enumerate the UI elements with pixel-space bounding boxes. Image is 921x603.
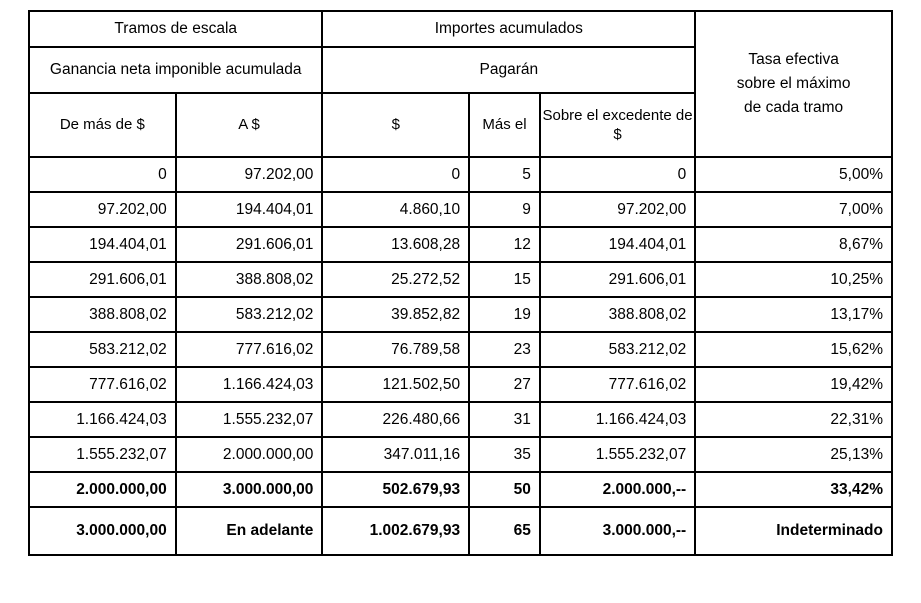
cell-effective-rate: 10,25% [695, 262, 892, 297]
cell-fixed-amount: 76.789,58 [322, 332, 469, 367]
table-header [29, 11, 892, 157]
table-row [29, 157, 892, 192]
header-will-pay: Pagarán [322, 47, 695, 93]
cell-plus-rate: 65 [469, 507, 540, 555]
cell-to: 388.808,02 [176, 262, 323, 297]
cell-to: 3.000.000,00 [176, 472, 323, 507]
cell-plus-rate: 12 [469, 227, 540, 262]
cell-from: 194.404,01 [29, 227, 176, 262]
header-effective-rate-line-1: Tasa efectiva [748, 50, 839, 68]
header-net-taxable-gain: Ganancia neta imponible acumulada [29, 47, 322, 93]
table-row [29, 227, 892, 262]
cell-fixed-amount: 502.679,93 [322, 472, 469, 507]
cell-to: 1.166.424,03 [176, 367, 323, 402]
cell-excess-over: 777.616,02 [540, 367, 695, 402]
cell-to: 2.000.000,00 [176, 437, 323, 472]
cell-plus-rate: 9 [469, 192, 540, 227]
cell-from: 97.202,00 [29, 192, 176, 227]
cell-plus-rate: 5 [469, 157, 540, 192]
table-row [29, 472, 892, 507]
cell-fixed-amount: 39.852,82 [322, 297, 469, 332]
cell-from: 3.000.000,00 [29, 507, 176, 555]
cell-plus-rate: 23 [469, 332, 540, 367]
cell-excess-over: 583.212,02 [540, 332, 695, 367]
cell-to: 1.555.232,07 [176, 402, 323, 437]
cell-fixed-amount: 25.272,52 [322, 262, 469, 297]
table-row [29, 262, 892, 297]
table-row [29, 437, 892, 472]
cell-plus-rate: 19 [469, 297, 540, 332]
header-effective-rate-line-3: de cada tramo [744, 99, 844, 116]
table-row [29, 332, 892, 367]
cell-fixed-amount: 226.480,66 [322, 402, 469, 437]
cell-effective-rate: 22,31% [695, 402, 892, 437]
cell-excess-over: 291.606,01 [540, 262, 695, 297]
cell-plus-rate: 15 [469, 262, 540, 297]
header-group-scale: Tramos de escala [29, 11, 322, 47]
table-row [29, 297, 892, 332]
cell-to: 583.212,02 [176, 297, 323, 332]
cell-fixed-amount: 347.011,16 [322, 437, 469, 472]
cell-plus-rate: 50 [469, 472, 540, 507]
cell-fixed-amount: 1.002.679,93 [322, 507, 469, 555]
cell-excess-over: 194.404,01 [540, 227, 695, 262]
cell-plus-rate: 35 [469, 437, 540, 472]
cell-from: 777.616,02 [29, 367, 176, 402]
table-row [29, 367, 892, 402]
cell-from: 2.000.000,00 [29, 472, 176, 507]
cell-from: 388.808,02 [29, 297, 176, 332]
cell-fixed-amount: 13.608,28 [322, 227, 469, 262]
cell-effective-rate: 7,00% [695, 192, 892, 227]
cell-plus-rate: 27 [469, 367, 540, 402]
cell-excess-over: 97.202,00 [540, 192, 695, 227]
cell-to: 194.404,01 [176, 192, 323, 227]
cell-excess-over: 0 [540, 157, 695, 192]
header-col-excess-over: Sobre el excedente de $ [540, 93, 695, 157]
cell-effective-rate: 33,42% [695, 472, 892, 507]
cell-from: 1.555.232,07 [29, 437, 176, 472]
header-col-plus-rate: Más el [469, 93, 540, 157]
cell-from: 291.606,01 [29, 262, 176, 297]
table-row [29, 402, 892, 437]
cell-effective-rate: 15,62% [695, 332, 892, 367]
cell-from: 0 [29, 157, 176, 192]
header-effective-rate [695, 11, 892, 157]
cell-to: 97.202,00 [176, 157, 323, 192]
table-row [29, 507, 892, 555]
cell-excess-over: 3.000.000,-- [540, 507, 695, 555]
cell-effective-rate: 19,42% [695, 367, 892, 402]
cell-from: 1.166.424,03 [29, 402, 176, 437]
header-col-fixed-amount: $ [322, 93, 469, 157]
cell-to: 777.616,02 [176, 332, 323, 367]
cell-fixed-amount: 4.860,10 [322, 192, 469, 227]
table-body [29, 157, 892, 555]
cell-fixed-amount: 0 [322, 157, 469, 192]
cell-effective-rate: 13,17% [695, 297, 892, 332]
cell-effective-rate: 5,00% [695, 157, 892, 192]
cell-effective-rate: 25,13% [695, 437, 892, 472]
cell-to: 291.606,01 [176, 227, 323, 262]
header-col-from: De más de $ [29, 93, 176, 157]
header-row-groups [29, 11, 892, 47]
cell-plus-rate: 31 [469, 402, 540, 437]
cell-excess-over: 388.808,02 [540, 297, 695, 332]
cell-to: En adelante [176, 507, 323, 555]
cell-excess-over: 1.166.424,03 [540, 402, 695, 437]
cell-from: 583.212,02 [29, 332, 176, 367]
cell-effective-rate: Indeterminado [695, 507, 892, 555]
header-effective-rate-line-2: sobre el máximo [736, 74, 851, 92]
income-tax-scale-table [28, 10, 893, 556]
cell-fixed-amount: 121.502,50 [322, 367, 469, 402]
header-group-accumulated-amounts: Importes acumulados [322, 11, 695, 47]
cell-effective-rate: 8,67% [695, 227, 892, 262]
table-row [29, 192, 892, 227]
header-col-to: A $ [176, 93, 323, 157]
cell-excess-over: 2.000.000,-- [540, 472, 695, 507]
cell-excess-over: 1.555.232,07 [540, 437, 695, 472]
